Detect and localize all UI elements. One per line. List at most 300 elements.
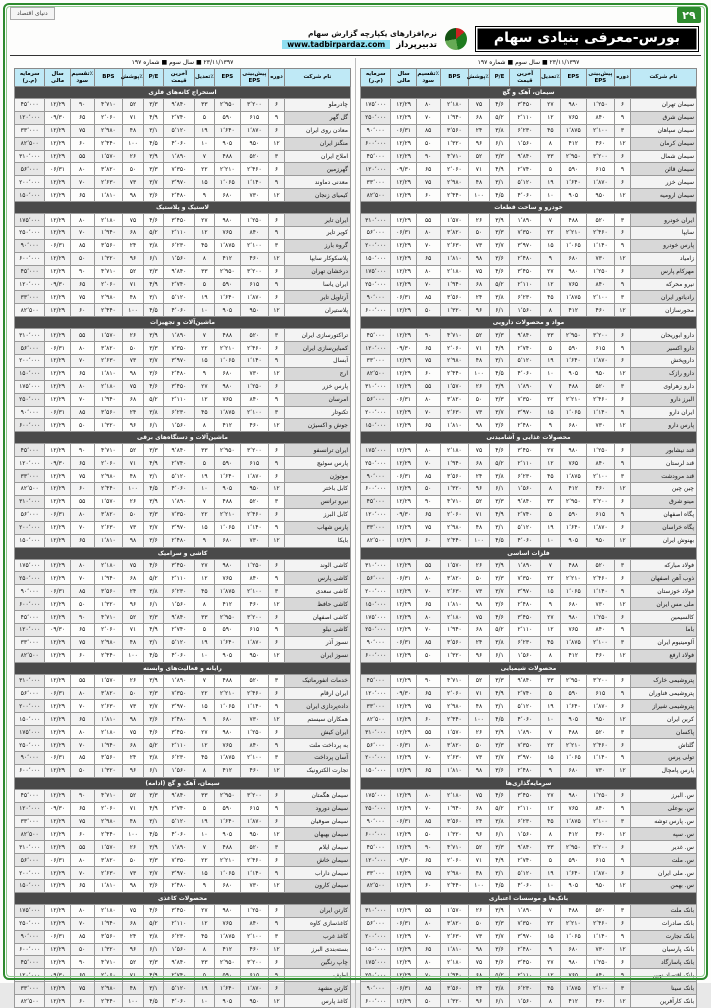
value-cell: ۶ — [269, 611, 285, 624]
industry-group-row — [15, 547, 351, 559]
value-cell: ۳ — [269, 674, 285, 687]
value-cell: ۷۶۵ — [561, 623, 586, 636]
value-cell: ۲۷ — [540, 265, 561, 278]
value-cell: ۱۲/۲۹ — [45, 674, 70, 687]
value-cell: ۱۲ — [540, 969, 561, 982]
value-cell: ۹۰۵ — [215, 483, 240, 496]
value-cell: ۴۸۸ — [215, 329, 240, 342]
value-cell: ۴۸ — [123, 815, 144, 828]
value-cell: ۱۲ — [615, 483, 631, 496]
value-cell: ۶۵ — [70, 534, 94, 547]
value-cell: ۱٬۹۴۰ — [440, 802, 469, 815]
value-cell: ۶ — [269, 636, 285, 649]
company-name-cell: چادرملو — [284, 99, 350, 112]
value-cell: ۶۵ — [416, 252, 440, 265]
value-cell: ۳٬۹۷۰ — [510, 406, 540, 419]
value-cell: ۳ — [615, 124, 631, 137]
value-cell: ۴٬۷۱۰ — [94, 956, 123, 969]
value-cell: ۹ — [269, 457, 285, 470]
value-cell: ۷۶۵ — [561, 969, 586, 982]
value-cell: ۳۳٬۰۰۰ — [361, 867, 391, 880]
value-cell: ۲۰۰٬۰۰۰ — [15, 521, 45, 534]
company-name-cell: معادن روی ایران — [284, 124, 350, 137]
value-cell: ۵۶٬۰۰۰ — [15, 163, 45, 176]
company-name-cell: دارو زهراوی — [630, 380, 696, 393]
value-cell: ۴۵ — [540, 124, 561, 137]
value-cell: ۱۲/۲۹ — [45, 917, 70, 930]
company-name-cell: سیمان ارومیه — [630, 189, 696, 202]
value-cell: ۱٬۸۱۰ — [440, 764, 469, 777]
value-cell: ۷ — [194, 674, 215, 687]
value-cell: ۵۵ — [416, 214, 440, 227]
value-cell: ۱٬۹۴۰ — [94, 572, 123, 585]
column-header: سرمایه (م.ر) — [15, 69, 45, 87]
value-cell: ۴٬۰۶۰ — [510, 713, 540, 726]
value-cell: ۱٬۳۲۰ — [440, 995, 469, 1008]
value-cell: ۷۵ — [469, 265, 490, 278]
stock-row — [15, 521, 351, 534]
value-cell: ۶۰ — [70, 995, 94, 1008]
value-cell: ۶ — [269, 99, 285, 112]
stock-row — [15, 969, 351, 982]
value-cell: ۴۵٬۰۰۰ — [15, 99, 45, 112]
value-cell: ۶ — [615, 227, 631, 240]
value-cell: ۹ — [615, 163, 631, 176]
industry-group-label: محصولات غذایی و آشامیدنی — [361, 432, 697, 444]
value-cell: ۹۶ — [469, 304, 490, 317]
value-cell: ۹٬۸۴۰ — [164, 789, 194, 802]
value-cell: ۲٬۷۴۰ — [164, 802, 194, 815]
value-cell: ۷٬۳۵۰ — [510, 393, 540, 406]
value-cell: ۱٬۵۶۰ — [510, 137, 540, 150]
value-cell: ۶۵ — [70, 623, 94, 636]
value-cell: ۱۰۰ — [123, 995, 144, 1008]
value-cell: ۳٬۴۵۰ — [164, 214, 194, 227]
value-cell: ۲٬۱۸۰ — [440, 99, 469, 112]
value-cell: ۹۸۰ — [215, 726, 240, 739]
stock-row — [15, 828, 351, 841]
stock-row — [15, 380, 351, 393]
column-header: سال مالی — [391, 69, 416, 87]
value-cell: ۱۲/۲۹ — [45, 726, 70, 739]
value-cell: ۲٬۱۱۰ — [510, 111, 540, 124]
value-cell: ۵۰ — [416, 137, 440, 150]
value-cell: ۷٬۳۵۰ — [510, 917, 540, 930]
value-cell: ۲٬۱۰۰ — [240, 406, 269, 419]
stock-row — [361, 99, 697, 112]
value-cell: ۲٬۰۶۰ — [94, 802, 123, 815]
value-cell: ۷۵ — [70, 636, 94, 649]
value-cell: ۲۷ — [194, 726, 215, 739]
industry-group-row — [15, 202, 351, 214]
value-cell: ۲۲ — [194, 687, 215, 700]
value-cell: ۲۰۰٬۰۰۰ — [361, 585, 391, 598]
value-cell: ۹۵۰ — [240, 649, 269, 662]
value-cell: ۵/۲ — [143, 227, 164, 240]
column-header: ٪تقسیم سود — [70, 69, 94, 87]
stock-row — [361, 956, 697, 969]
stock-row — [361, 239, 697, 252]
value-cell: ۳/۳ — [143, 265, 164, 278]
value-cell: ۹۰۵ — [561, 713, 586, 726]
company-name-cell: س. غدیر — [630, 841, 696, 854]
value-cell: ۵۹۰ — [561, 854, 586, 867]
stock-row — [15, 189, 351, 202]
value-cell: ۹٬۸۴۰ — [510, 495, 540, 508]
value-cell: ۹۸ — [469, 943, 490, 956]
value-cell: ۳/۳ — [143, 611, 164, 624]
value-cell: ۷۳۰ — [586, 419, 615, 432]
company-name-cell: فولاد خوزستان — [630, 585, 696, 598]
value-cell: ۹ — [540, 598, 561, 611]
value-cell: ۸۵ — [416, 815, 440, 828]
value-cell: ۲٬۴۴۰ — [440, 189, 469, 202]
value-cell: ۷۵ — [416, 176, 440, 189]
value-cell: ۵/۲ — [143, 393, 164, 406]
value-cell: ۶۱۵ — [240, 623, 269, 636]
company-name-cell: سیمان هگمتان — [284, 789, 350, 802]
value-cell: ۶۱۵ — [586, 508, 615, 521]
value-cell: ۲٬۴۶۰ — [240, 508, 269, 521]
stock-row — [361, 189, 697, 202]
value-cell: ۱۲ — [540, 111, 561, 124]
value-cell: ۱۹ — [540, 355, 561, 368]
stock-row — [361, 598, 697, 611]
value-cell: ۸۰ — [416, 572, 440, 585]
company-name-cell: قند لرستان — [630, 457, 696, 470]
value-cell: ۴٬۷۱۰ — [94, 611, 123, 624]
value-cell: ۲٬۲۱۰ — [561, 917, 586, 930]
stock-row — [361, 802, 697, 815]
value-cell: ۷۵ — [70, 982, 94, 995]
value-cell: ۹۶ — [123, 943, 144, 956]
value-cell: ۰۶/۳۱ — [45, 687, 70, 700]
value-cell: ۸۵ — [70, 406, 94, 419]
company-name-cell: پارس پامچال — [630, 764, 696, 777]
company-name-cell: بانک تجارت — [630, 930, 696, 943]
value-cell: ۲۲ — [540, 572, 561, 585]
right-column — [356, 58, 701, 1008]
value-cell: ۳٬۹۷۰ — [510, 585, 540, 598]
value-cell: ۹۸۰ — [215, 559, 240, 572]
value-cell: ۴۵٬۰۰۰ — [361, 841, 391, 854]
value-cell: ۳۳٬۰۰۰ — [361, 521, 391, 534]
value-cell: ۲٬۹۸۰ — [440, 521, 469, 534]
value-cell: ۱٬۸۹۰ — [164, 329, 194, 342]
value-cell: ۲٬۹۵۰ — [215, 265, 240, 278]
value-cell: ۱٬۲۵۰ — [240, 214, 269, 227]
value-cell: ۴۵٬۰۰۰ — [361, 329, 391, 342]
company-name-cell: پارس دارو — [630, 419, 696, 432]
value-cell: ۳/۳ — [489, 572, 510, 585]
value-cell: ۵۰ — [70, 252, 94, 265]
value-cell: ۱۲ — [540, 457, 561, 470]
value-cell: ۲۶ — [123, 329, 144, 342]
value-cell: ۱۹ — [540, 700, 561, 713]
value-cell: ۶ — [269, 214, 285, 227]
company-name-cell: سیمان تهران — [630, 99, 696, 112]
company-name-cell: البرز دارو — [630, 393, 696, 406]
value-cell: ۶۸ — [123, 739, 144, 752]
value-cell: ۱٬۸۷۰ — [240, 815, 269, 828]
value-cell: ۹ — [615, 342, 631, 355]
value-cell: ۶ — [615, 150, 631, 163]
value-cell: ۱٬۶۴۰ — [215, 470, 240, 483]
value-cell: ۴۶۰ — [586, 649, 615, 662]
value-cell: ۳٬۸۲۰ — [94, 687, 123, 700]
value-cell: ۱۲ — [269, 534, 285, 547]
value-cell: ۲٬۴۸۰ — [510, 598, 540, 611]
value-cell: ۵۲۰ — [240, 841, 269, 854]
value-cell: ۴۵ — [194, 930, 215, 943]
value-cell: ۸۴۰ — [240, 393, 269, 406]
value-cell: ۷۶۵ — [561, 278, 586, 291]
value-cell: ۲٬۹۸۰ — [440, 355, 469, 368]
stock-row — [361, 943, 697, 956]
value-cell: ۲٬۴۶۰ — [586, 572, 615, 585]
column-header: BPS — [440, 69, 469, 87]
stock-row — [15, 291, 351, 304]
value-cell: ۸ — [540, 995, 561, 1008]
stock-row — [15, 444, 351, 457]
value-cell: ۸ — [540, 649, 561, 662]
value-cell: ۵/۲ — [489, 278, 510, 291]
value-cell: ۵۶٬۰۰۰ — [15, 687, 45, 700]
value-cell: ۹۰ — [416, 150, 440, 163]
value-cell: ۱٬۸۱۰ — [94, 534, 123, 547]
value-cell: ۵ — [194, 278, 215, 291]
value-cell: ۰۶/۳۱ — [391, 815, 416, 828]
column-header: نام شرکت — [284, 69, 350, 87]
value-cell: ۷ — [540, 904, 561, 917]
value-cell: ۴۸ — [123, 470, 144, 483]
industry-group-label: کاشی و سرامیک — [15, 547, 351, 559]
value-cell: ۳۱۰٬۰۰۰ — [15, 841, 45, 854]
value-cell: ۱٬۱۴۰ — [240, 700, 269, 713]
value-cell: ۸۲٬۵۰۰ — [15, 828, 45, 841]
value-cell: ۴/۶ — [489, 444, 510, 457]
value-cell: ۵۲ — [123, 265, 144, 278]
value-cell: ۲٬۷۴۰ — [510, 163, 540, 176]
value-cell: ۷۰ — [416, 623, 440, 636]
value-cell: ۸۵ — [416, 291, 440, 304]
value-cell: ۰۹/۳۰ — [391, 508, 416, 521]
value-cell: ۹۸۰ — [561, 789, 586, 802]
value-cell: ۸ — [540, 828, 561, 841]
stock-row — [361, 674, 697, 687]
value-cell: ۳۳ — [194, 789, 215, 802]
value-cell: ۹ — [615, 854, 631, 867]
company-name-cell: ایران یاسا — [284, 278, 350, 291]
value-cell: ۹ — [540, 764, 561, 777]
value-cell: ۵ — [194, 111, 215, 124]
value-cell: ۱٬۸۷۵ — [215, 585, 240, 598]
stock-row — [361, 854, 697, 867]
company-name-cell: سیمان ایلام — [284, 841, 350, 854]
value-cell: ۲٬۷۴۰ — [164, 278, 194, 291]
value-cell: ۶۱۵ — [240, 457, 269, 470]
value-cell: ۵/۲ — [489, 623, 510, 636]
value-cell: ۲٬۲۱۰ — [215, 163, 240, 176]
stock-row — [361, 150, 697, 163]
value-cell: ۱۲/۲۹ — [45, 598, 70, 611]
value-cell: ۳/۱ — [489, 700, 510, 713]
stock-row — [15, 329, 351, 342]
value-cell: ۱٬۸۷۰ — [586, 176, 615, 189]
value-cell: ۳٬۸۲۰ — [440, 917, 469, 930]
company-name-cell: سیمان صوفیان — [284, 815, 350, 828]
stock-row — [15, 943, 351, 956]
value-cell: ۸۰ — [416, 265, 440, 278]
value-cell: ۷۳ — [123, 355, 144, 368]
value-cell: ۳/۷ — [489, 585, 510, 598]
table-header-row — [15, 69, 351, 87]
value-cell: ۶ — [269, 687, 285, 700]
value-cell: ۵۶٬۰۰۰ — [361, 393, 391, 406]
company-name-cell: ذوب آهن اصفهان — [630, 572, 696, 585]
company-name-cell: چاپ رنگین — [284, 956, 350, 969]
stock-row — [361, 329, 697, 342]
value-cell: ۵٬۱۲۰ — [510, 355, 540, 368]
value-cell: ۶ — [615, 444, 631, 457]
value-cell: ۱۲/۲۹ — [45, 380, 70, 393]
value-cell: ۴۱۲ — [215, 598, 240, 611]
company-name-cell: سیمان خزر — [630, 176, 696, 189]
value-cell: ۲٬۱۸۰ — [440, 956, 469, 969]
value-cell: ۷۶۵ — [215, 572, 240, 585]
stock-row — [15, 854, 351, 867]
value-cell: ۶ — [269, 508, 285, 521]
value-cell: ۴۵٬۰۰۰ — [15, 611, 45, 624]
industry-group-row — [361, 87, 697, 99]
company-name-cell: پارس سوئیچ — [284, 457, 350, 470]
value-cell: ۵ — [194, 623, 215, 636]
company-name-cell: ایران خودرو — [630, 214, 696, 227]
stock-row — [15, 239, 351, 252]
stock-row — [361, 291, 697, 304]
value-cell: ۹۶ — [123, 764, 144, 777]
company-name-cell: کاشی الوند — [284, 559, 350, 572]
value-cell: ۹۰ — [416, 495, 440, 508]
value-cell: ۸ — [194, 943, 215, 956]
value-cell: ۷۱ — [469, 342, 490, 355]
value-cell: ۳/۷ — [143, 355, 164, 368]
value-cell: ۲٬۴۶۰ — [586, 393, 615, 406]
value-cell: ۱۵ — [194, 521, 215, 534]
value-cell: ۴/۵ — [489, 189, 510, 202]
industry-group-row — [361, 777, 697, 789]
value-cell: ۱۲ — [269, 304, 285, 317]
value-cell: ۱۵۰٬۰۰۰ — [361, 764, 391, 777]
value-cell: ۰۶/۳۱ — [45, 239, 70, 252]
value-cell: ۹۰٬۰۰۰ — [15, 930, 45, 943]
value-cell: ۵٬۱۲۰ — [510, 867, 540, 880]
value-cell: ۵۲ — [123, 956, 144, 969]
value-cell: ۳٬۲۰۰ — [240, 956, 269, 969]
value-cell: ۱۲/۲۹ — [391, 700, 416, 713]
company-name-cell: کاشی سعدی — [284, 585, 350, 598]
value-cell: ۱٬۸۹۰ — [164, 841, 194, 854]
value-cell: ۲۲ — [540, 739, 561, 752]
value-cell: ۹۸ — [123, 189, 144, 202]
industry-group-label: استخراج کانه‌های فلزی — [15, 87, 351, 99]
company-name-cell: سیمان بهبهان — [284, 828, 350, 841]
value-cell: ۱۲/۲۹ — [45, 828, 70, 841]
value-cell: ۹٬۸۴۰ — [164, 444, 194, 457]
value-cell: ۴/۶ — [143, 726, 164, 739]
value-cell: ۴۱۲ — [215, 252, 240, 265]
value-cell: ۲۵۰٬۰۰۰ — [15, 739, 45, 752]
value-cell: ۶۵ — [70, 367, 94, 380]
value-cell: ۱٬۸۷۰ — [240, 636, 269, 649]
value-cell: ۵ — [540, 163, 561, 176]
value-cell: ۳/۳ — [143, 687, 164, 700]
company-name-cell: س. ملت — [630, 854, 696, 867]
value-cell: ۱٬۱۴۰ — [586, 239, 615, 252]
value-cell: ۸۵ — [416, 124, 440, 137]
value-cell: ۵ — [194, 802, 215, 815]
value-cell: ۲٬۰۶۰ — [440, 342, 469, 355]
table-columns — [10, 58, 701, 1008]
value-cell: ۳۳ — [194, 611, 215, 624]
value-cell: ۷ — [194, 329, 215, 342]
company-name-cell: کمباین‌سازی ایران — [284, 342, 350, 355]
value-cell: ۵۰ — [416, 649, 440, 662]
stock-row — [361, 687, 697, 700]
value-cell: ۱٬۸۷۵ — [215, 406, 240, 419]
value-cell: ۸ — [540, 304, 561, 317]
value-cell: ۳۳٬۰۰۰ — [361, 700, 391, 713]
company-name-cell: ملی مس ایران — [630, 598, 696, 611]
value-cell: ۱٬۵۷۰ — [440, 559, 469, 572]
value-cell: ۱۵۰٬۰۰۰ — [361, 419, 391, 432]
header-band — [12, 26, 699, 52]
stock-row — [15, 111, 351, 124]
value-cell: ۲۶ — [123, 674, 144, 687]
value-cell: ۰۶/۳۱ — [391, 982, 416, 995]
value-cell: ۲٬۱۸۰ — [440, 611, 469, 624]
value-cell: ۵۰ — [469, 393, 490, 406]
value-cell: ۲۷ — [540, 956, 561, 969]
value-cell: ۷۳ — [469, 751, 490, 764]
value-cell: ۳۳٬۰۰۰ — [15, 982, 45, 995]
company-name-cell: موتوژن — [284, 470, 350, 483]
value-cell: ۳/۱ — [489, 176, 510, 189]
value-cell: ۲۷ — [194, 559, 215, 572]
industry-group-label: خودرو و ساخت قطعات — [361, 202, 697, 214]
value-cell: ۷۳ — [469, 406, 490, 419]
value-cell: ۲٬۶۳۰ — [440, 930, 469, 943]
value-cell: ۲۶ — [469, 214, 490, 227]
value-cell: ۶۸ — [469, 278, 490, 291]
value-cell: ۳٬۲۰۰ — [240, 611, 269, 624]
value-cell: ۲٬۰۶۰ — [94, 623, 123, 636]
value-cell: ۷ — [540, 559, 561, 572]
value-cell: ۴۸۸ — [561, 380, 586, 393]
value-cell: ۲٬۴۴۰ — [94, 649, 123, 662]
masthead: دنیای اقتصاد — [10, 7, 55, 20]
value-cell: ۱۰۰ — [123, 304, 144, 317]
value-cell: ۱٬۱۴۰ — [586, 751, 615, 764]
value-cell: ۷۶۵ — [561, 457, 586, 470]
stock-row — [361, 176, 697, 189]
value-cell: ۱۲ — [269, 598, 285, 611]
value-cell: ۶۰ — [70, 828, 94, 841]
value-cell: ۵۶٬۰۰۰ — [361, 739, 391, 752]
value-cell: ۱٬۰۶۵ — [561, 239, 586, 252]
value-cell: ۸۵ — [416, 982, 440, 995]
value-cell: ۴۵٬۰۰۰ — [15, 444, 45, 457]
